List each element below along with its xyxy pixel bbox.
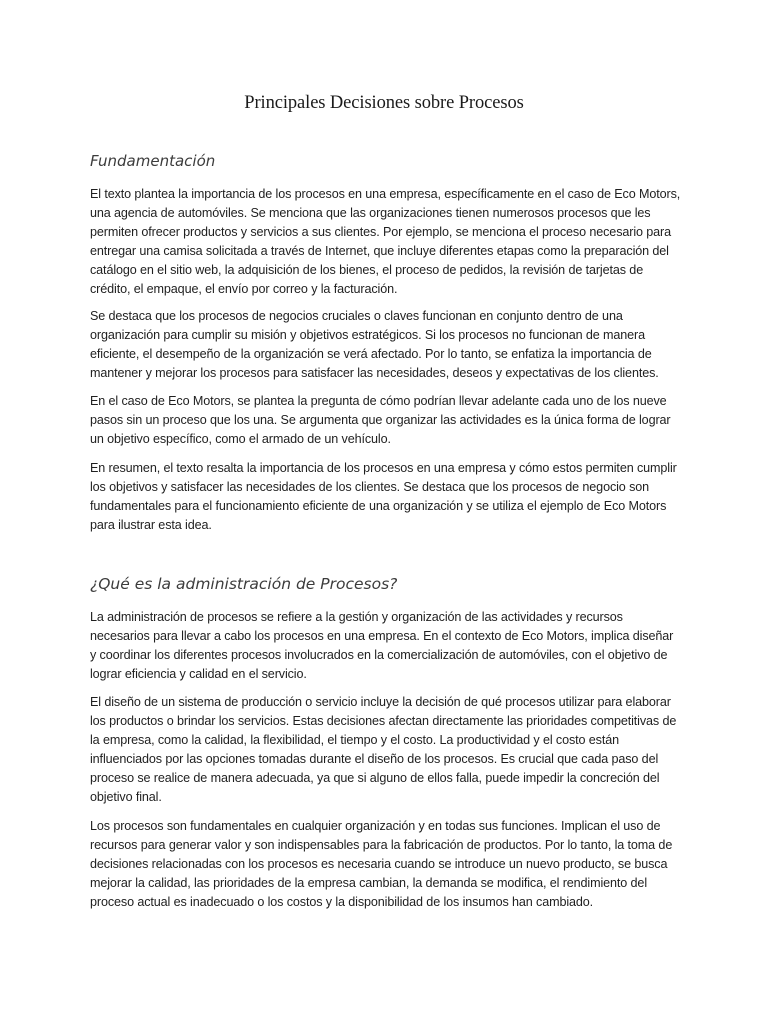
section-administracion-procesos [90, 575, 682, 593]
paragraph: En el caso de Eco Motors, se plantea la pregunta de cómo podrían llevar adelante cada uno de los nueve pasos sin un proceso que los una. Se argumenta que organizar las actividades es la única forma de lograr un objetivo específico, como el armado de un vehículo. [90, 394, 671, 446]
paragraph: En resumen, el texto resalta la importancia de los procesos en una empresa y cómo estos permiten cumplir los objetivos y satisfacer las necesidades de los clientes. Se destaca que los procesos de negocio son fundamentales para el funcionamiento eficiente de una organización y se utiliza el ejemplo de Eco Motors para ilustrar esta idea. [90, 461, 677, 532]
paragraph: Se destaca que los procesos de negocios cruciales o claves funcionan en conjunto dentro de una organización para cumplir su misión y objetivos estratégicos. Si los procesos no funcionan de manera eficiente, el desempeño de la organización se verá afectado. Por lo tanto, se enfatiza la importancia de mantener y mejorar los procesos para satisfacer las necesidades, deseos y expectativas de los clientes. [90, 309, 659, 380]
section-heading: Fundamentación [90, 152, 216, 170]
section-heading: ¿Qué es la administración de Procesos? [90, 575, 398, 593]
paragraph: Los procesos son fundamentales en cualquier organización y en todas sus funciones. Implican el uso de recursos para generar valor y son indispensables para la fabricación de productos. Por lo tanto, la toma de decisiones relacionadas con los procesos es necesaria cuando se introduce un nuevo producto, se busca mejorar la calidad, las prioridades de la empresa cambian, la demanda se modifica, el rendimiento del proceso actual es inadecuado o los costos y la disponibilidad de los insumos han cambiado. [90, 819, 673, 909]
section-fundamentacion [90, 152, 682, 170]
document-title: Principales Decisiones sobre Procesos [244, 93, 524, 113]
paragraph: El texto plantea la importancia de los procesos en una empresa, específicamente en el caso de Eco Motors, una agencia de automóviles. Se menciona que las organizaciones tienen numerosos procesos que les permiten ofrecer productos y servicios a sus clientes. Por ejemplo, se menciona el proceso necesario para entregar una camisa solicitada a través de Internet, que incluye diferentes etapas como la preparación del catálogo en el sitio web, la adquisición de los bienes, el proceso de pedidos, la revisión de tarjetas de crédito, el empaque, el envío por correo y la facturación. [90, 187, 681, 296]
paragraph: La administración de procesos se refiere a la gestión y organización de las actividades y recursos necesarios para llevar a cabo los procesos en una empresa. En el contexto de Eco Motors, implica diseñar y coordinar los diferentes procesos involucrados en la comercialización de automóviles, con el objetivo de lograr eficiencia y calidad en el servicio. [90, 610, 674, 681]
paragraph: El diseño de un sistema de producción o servicio incluye la decisión de qué procesos utilizar para elaborar los productos o brindar los servicios. Estas decisiones afectan directamente las prioridades competitivas de la empresa, como la calidad, la flexibilidad, el tiempo y el costo. La productividad y el costo están influenciados por las opciones tomadas durante el diseño de los procesos. Es crucial que cada paso del proceso se realice de manera adecuada, ya que si alguno de ellos falla, puede impedir la concreción del objetivo final. [90, 695, 677, 804]
